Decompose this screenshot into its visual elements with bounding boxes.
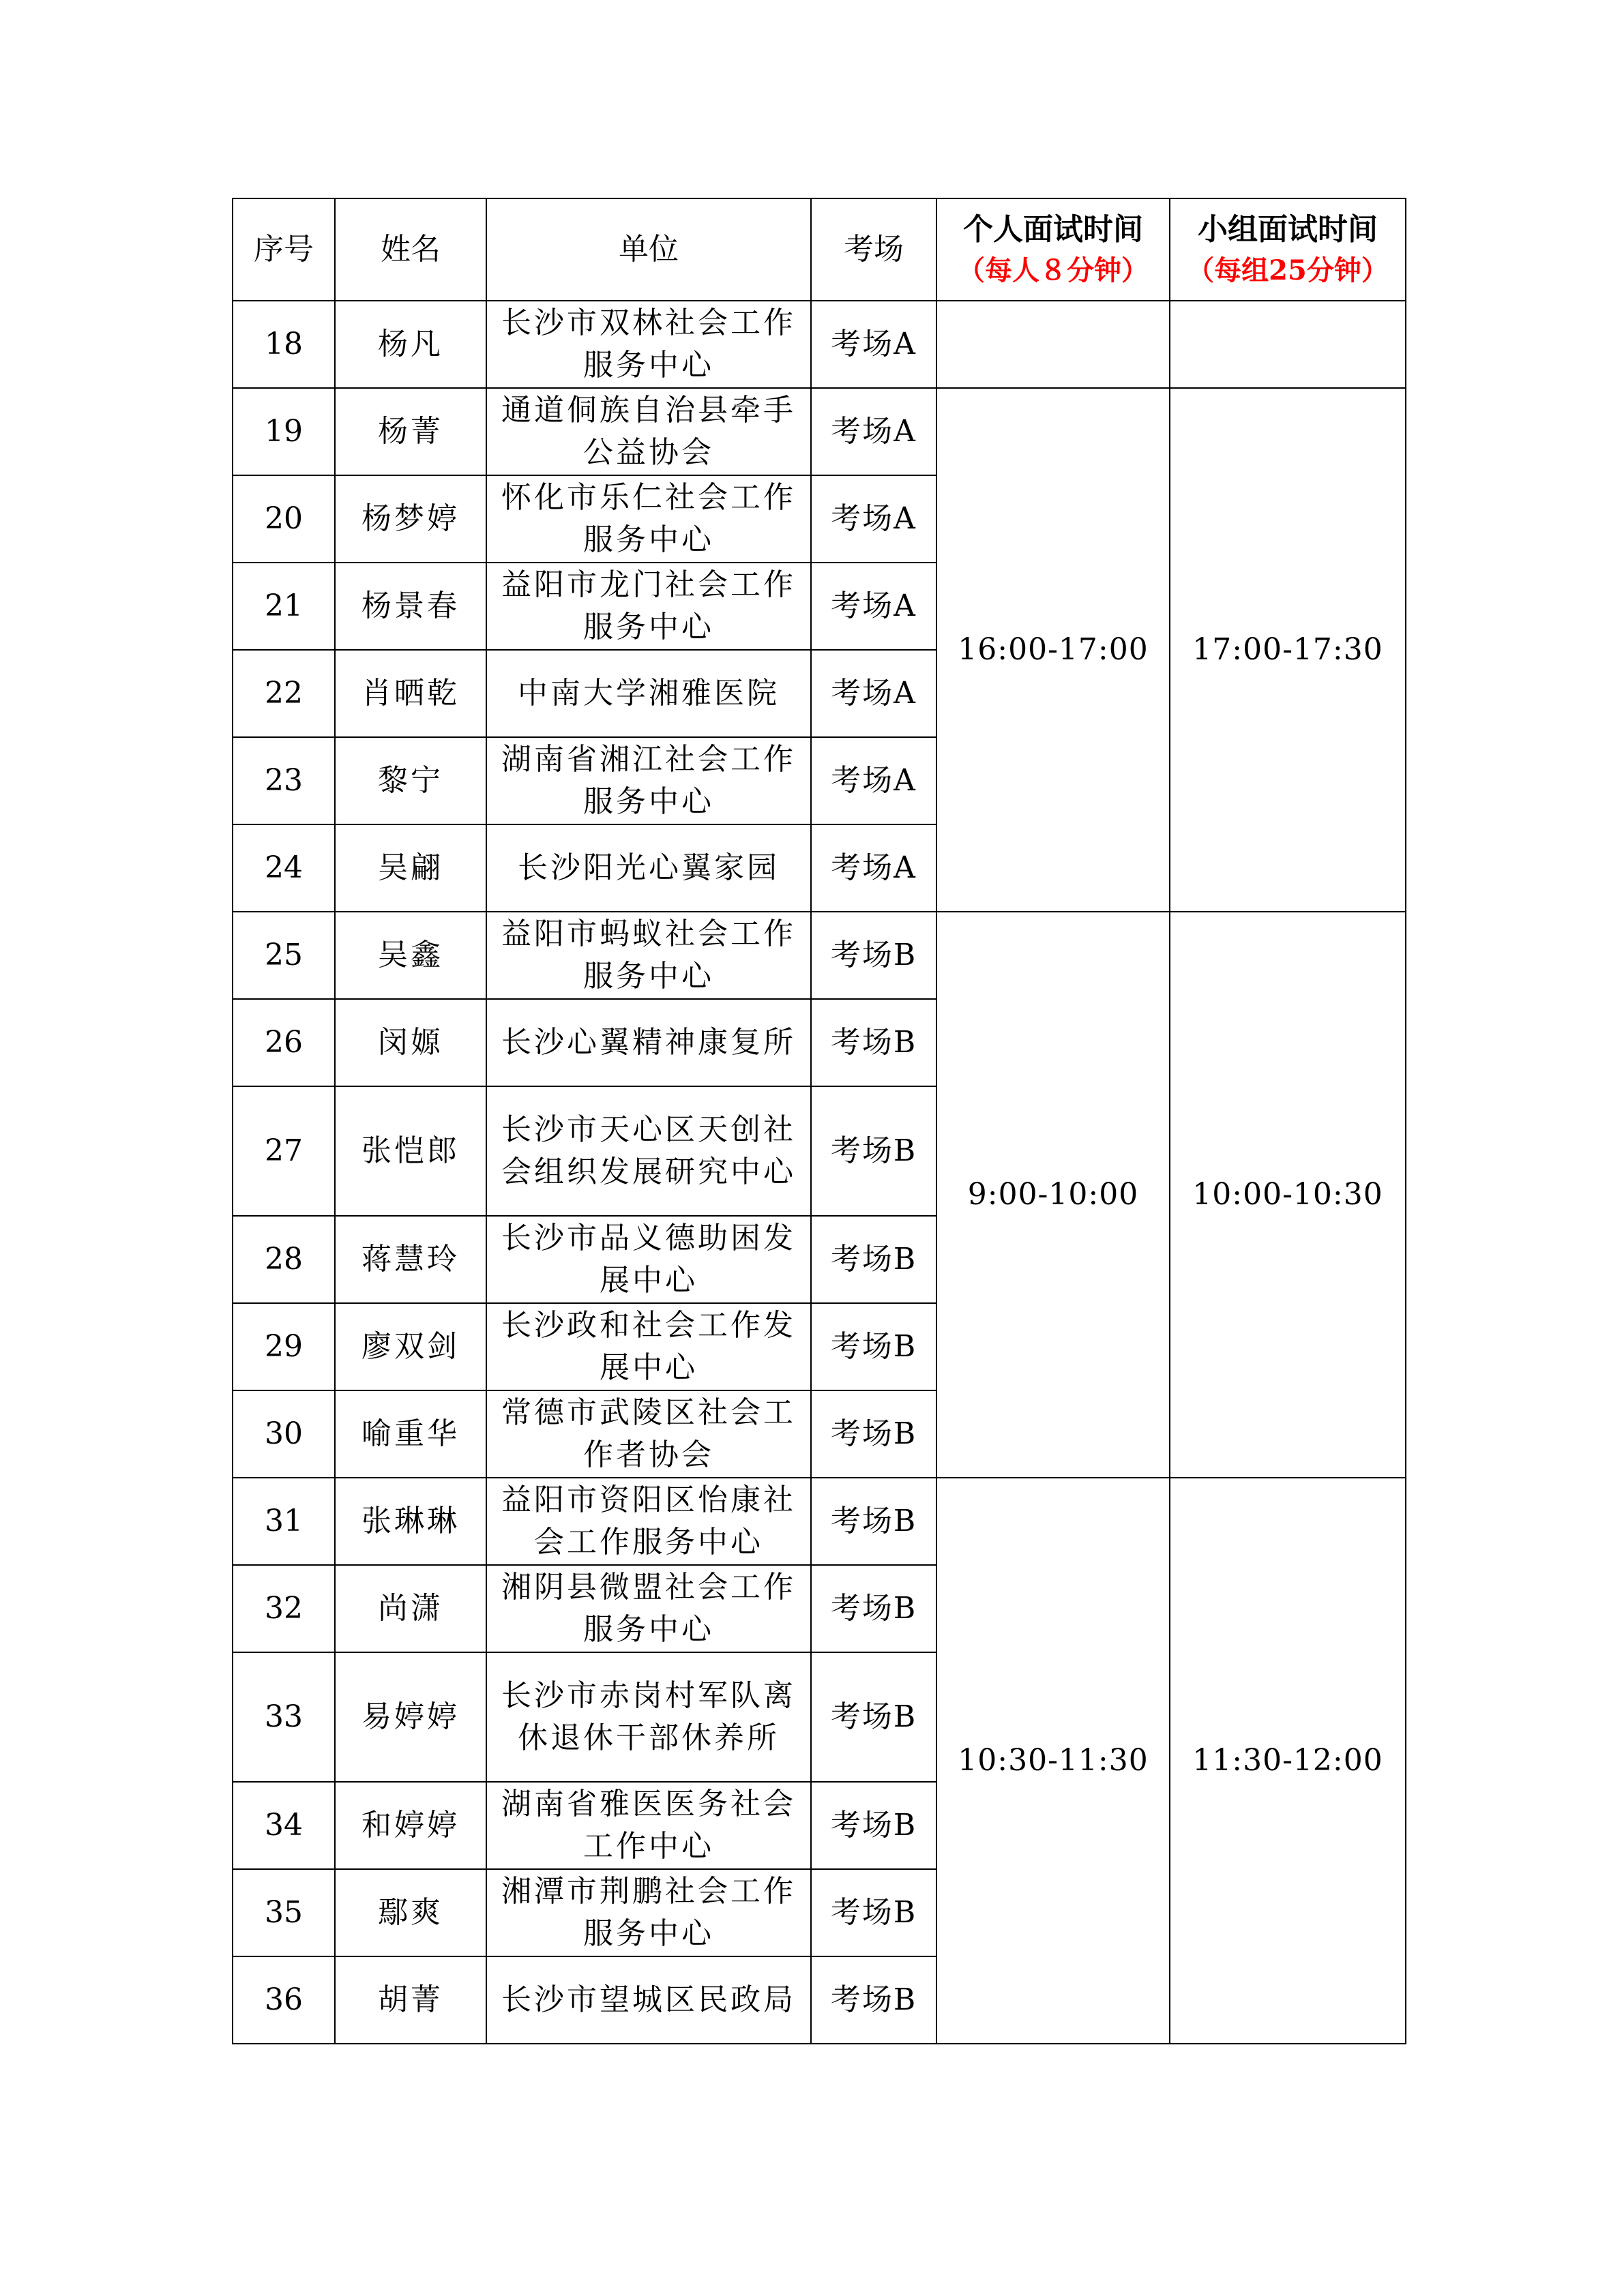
cell-room: 考场B — [811, 1782, 936, 1869]
cell-unit: 益阳市蚂蚁社会工作服务中心 — [486, 912, 811, 999]
cell-seq: 29 — [233, 1303, 335, 1390]
cell-room: 考场A — [811, 650, 936, 737]
cell-name: 杨菁 — [335, 388, 486, 475]
cell-name: 黎宁 — [335, 737, 486, 824]
cell-individual-time: 16:00-17:00 — [936, 388, 1170, 912]
cell-individual-time-empty — [936, 301, 1170, 388]
cell-unit: 长沙政和社会工作发展中心 — [486, 1303, 811, 1390]
cell-seq: 18 — [233, 301, 335, 388]
cell-name: 胡菁 — [335, 1956, 486, 2044]
cell-name: 易婷婷 — [335, 1652, 486, 1782]
header-individual-label: 个人面试时间 — [963, 212, 1143, 247]
header-seq: 序号 — [233, 198, 335, 301]
cell-unit: 长沙心翼精神康复所 — [486, 999, 811, 1086]
cell-individual-time: 10:30-11:30 — [936, 1478, 1170, 2044]
cell-unit: 通道侗族自治县牵手公益协会 — [486, 388, 811, 475]
cell-unit: 益阳市龙门社会工作服务中心 — [486, 563, 811, 650]
header-group-time — [1170, 198, 1406, 301]
cell-name: 尚潇 — [335, 1565, 486, 1652]
cell-seq: 36 — [233, 1956, 335, 2044]
header-room: 考场 — [811, 198, 936, 301]
cell-room: 考场B — [811, 999, 936, 1086]
cell-unit: 湘潭市荆鹏社会工作服务中心 — [486, 1869, 811, 1956]
cell-name: 闵嫄 — [335, 999, 486, 1086]
cell-unit: 长沙阳光心翼家园 — [486, 824, 811, 912]
cell-seq: 27 — [233, 1086, 335, 1216]
cell-group-time: 17:00-17:30 — [1170, 388, 1406, 912]
cell-seq: 31 — [233, 1478, 335, 1565]
cell-room: 考场B — [811, 1652, 936, 1782]
cell-name: 肖晒乾 — [335, 650, 486, 737]
cell-room: 考场A — [811, 563, 936, 650]
cell-seq: 34 — [233, 1782, 335, 1869]
cell-name: 吴鑫 — [335, 912, 486, 999]
cell-name: 杨景春 — [335, 563, 486, 650]
header-name: 姓名 — [335, 198, 486, 301]
cell-group-time: 11:30-12:00 — [1170, 1478, 1406, 2044]
table-row — [233, 912, 1406, 999]
cell-room: 考场A — [811, 737, 936, 824]
table-row — [233, 301, 1406, 388]
cell-individual-time: 9:00-10:00 — [936, 912, 1170, 1478]
cell-unit: 长沙市品义德助困发展中心 — [486, 1216, 811, 1303]
cell-seq: 24 — [233, 824, 335, 912]
cell-room: 考场B — [811, 1390, 936, 1478]
cell-name: 廖双剑 — [335, 1303, 486, 1390]
cell-room: 考场A — [811, 388, 936, 475]
cell-unit: 常德市武陵区社会工作者协会 — [486, 1390, 811, 1478]
header-group-label: 小组面试时间 — [1198, 212, 1378, 247]
cell-seq: 33 — [233, 1652, 335, 1782]
cell-name: 杨梦婷 — [335, 475, 486, 563]
cell-room: 考场B — [811, 1565, 936, 1652]
cell-seq: 20 — [233, 475, 335, 563]
cell-seq: 32 — [233, 1565, 335, 1652]
cell-seq: 26 — [233, 999, 335, 1086]
cell-room: 考场B — [811, 1869, 936, 1956]
cell-name: 鄢爽 — [335, 1869, 486, 1956]
cell-room: 考场A — [811, 824, 936, 912]
cell-name: 杨凡 — [335, 301, 486, 388]
cell-seq: 21 — [233, 563, 335, 650]
cell-unit: 长沙市望城区民政局 — [486, 1956, 811, 2044]
table-row — [233, 388, 1406, 475]
cell-seq: 23 — [233, 737, 335, 824]
cell-room: 考场B — [811, 1956, 936, 2044]
cell-unit: 湘阴县微盟社会工作服务中心 — [486, 1565, 811, 1652]
cell-room: 考场A — [811, 475, 936, 563]
cell-room: 考场B — [811, 1303, 936, 1390]
header-individual-time — [936, 198, 1170, 301]
cell-room: 考场B — [811, 1086, 936, 1216]
cell-room: 考场B — [811, 1216, 936, 1303]
cell-unit: 中南大学湘雅医院 — [486, 650, 811, 737]
interview-schedule-table — [232, 198, 1406, 2044]
header-unit: 单位 — [486, 198, 811, 301]
table-row — [233, 1478, 1406, 1565]
cell-unit: 长沙市双林社会工作服务中心 — [486, 301, 811, 388]
cell-unit: 益阳市资阳区怡康社会工作服务中心 — [486, 1478, 811, 1565]
cell-room: 考场B — [811, 912, 936, 999]
cell-unit: 湖南省雅医医务社会工作中心 — [486, 1782, 811, 1869]
cell-group-time: 10:00-10:30 — [1170, 912, 1406, 1478]
cell-name: 蒋慧玲 — [335, 1216, 486, 1303]
cell-seq: 28 — [233, 1216, 335, 1303]
cell-unit: 长沙市天心区天创社会组织发展研究中心 — [486, 1086, 811, 1216]
cell-name: 和婷婷 — [335, 1782, 486, 1869]
cell-seq: 25 — [233, 912, 335, 999]
cell-name: 张琳琳 — [335, 1478, 486, 1565]
cell-seq: 19 — [233, 388, 335, 475]
cell-group-time-empty — [1170, 301, 1406, 388]
cell-unit: 怀化市乐仁社会工作服务中心 — [486, 475, 811, 563]
cell-name: 喻重华 — [335, 1390, 486, 1478]
cell-seq: 30 — [233, 1390, 335, 1478]
cell-seq: 35 — [233, 1869, 335, 1956]
header-group-note: （每组25分钟） — [1187, 254, 1389, 286]
cell-name: 张恺郎 — [335, 1086, 486, 1216]
cell-unit: 长沙市赤岗村军队离休退休干部休养所 — [486, 1652, 811, 1782]
header-row — [233, 198, 1406, 301]
cell-room: 考场A — [811, 301, 936, 388]
cell-room: 考场B — [811, 1478, 936, 1565]
header-individual-note: （每人８分钟） — [958, 254, 1149, 286]
cell-unit: 湖南省湘江社会工作服务中心 — [486, 737, 811, 824]
cell-name: 吴翩 — [335, 824, 486, 912]
cell-seq: 22 — [233, 650, 335, 737]
